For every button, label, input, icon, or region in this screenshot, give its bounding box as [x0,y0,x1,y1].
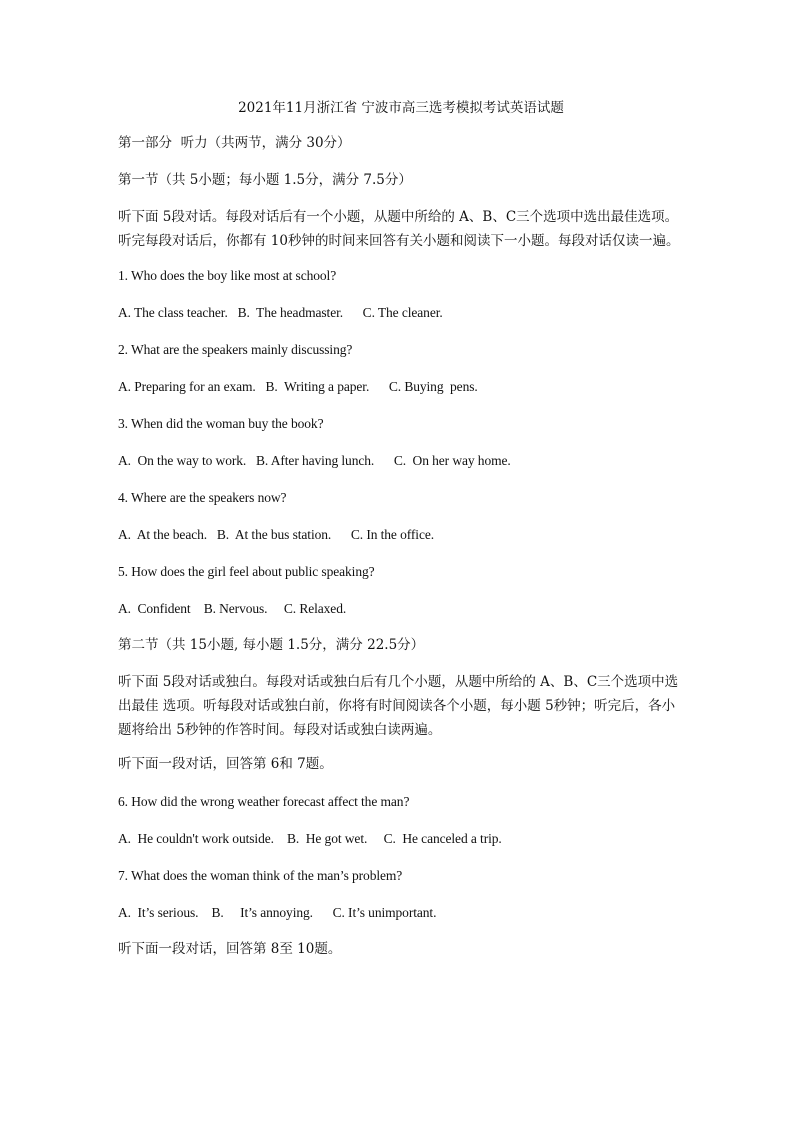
option-a: A. It’s serious. [118,905,199,920]
option-c: C. Buying pens. [388,379,478,394]
option-c: C. He canceled a trip. [383,831,502,846]
question-3: 3. When did the woman buy the book? [118,416,324,431]
question-1-options [118,303,684,322]
section1-heading: 第一节（共 5小题；每小题 1.5分，满分 7.5分） [118,172,412,188]
option-a: A. He couldn't work outside. [118,831,274,846]
option-b: B. The headmaster. [237,305,344,320]
question-3-options [118,451,684,470]
option-b: B. Writing a paper. [265,379,370,394]
option-b: B. It’s annoying. [211,905,313,920]
question-6-options [118,829,684,848]
option-a: A. Preparing for an exam. [118,379,256,394]
option-c: C. It’s unimportant. [332,905,437,920]
question-2: 2. What are the speakers mainly discussing? [118,342,353,357]
option-b: B. After having lunch. [256,453,375,468]
section2-instructions: 听下面 5段对话或独白。每段对话或独白后有几个小题，从题中所给的 A、B、C三个选项中选出最佳 选项。听每段对话或独白前，你将有时间阅读各个小题，每小题 5秒钟；听完后，各小题将给出 5秒钟的作答时间。每段对话或独白读两遍。 [118,674,679,738]
question-4-options [118,525,684,544]
question-4: 4. Where are the speakers now? [118,490,287,505]
question-7-options [118,903,684,922]
option-b: B. He got wet. [287,831,368,846]
dialogue-6-7-intro: 听下面一段对话，回答第 6和 7题。 [118,756,333,772]
question-1: 1. Who does the boy like most at school? [118,268,337,283]
section1-instructions: 听下面 5段对话。每段对话后有一个小题，从题中所给的 A、B、C三个选项中选出最佳选项。听完每段对话后，你都有 10秒钟的时间来回答有关小题和阅读下一小题。每段对话仅读一遍。 [118,209,680,249]
option-a: A. Confident [118,601,191,616]
option-a: A. At the beach. [118,527,208,542]
option-a: A. The class teacher. [118,305,228,320]
option-b: B. Nervous. [203,601,268,616]
option-b: B. At the bus station. [216,527,332,542]
page-title: 2021年11月浙江省 宁波市高三选考模拟考试英语试题 [238,100,564,116]
option-c: C. Relaxed. [283,601,347,616]
option-c: C. On her way home. [393,453,511,468]
question-5-options [118,599,684,618]
question-5: 5. How does the girl feel about public speaking? [118,564,375,579]
question-7: 7. What does the woman think of the man’s problem? [118,868,403,883]
question-2-options [118,377,684,396]
part1-heading: 第一部分 听力（共两节，满分 30分） [118,135,351,151]
question-6: 6. How did the wrong weather forecast affect the man? [118,794,410,809]
option-a: A. On the way to work. [118,453,247,468]
option-c: C. In the office. [350,527,435,542]
dialogue-8-10-intro: 听下面一段对话，回答第 8至 10题。 [118,941,342,957]
section2-heading: 第二节（共 15小题, 每小题 1.5分，满分 22.5分） [118,637,425,653]
option-c: C. The cleaner. [362,305,443,320]
